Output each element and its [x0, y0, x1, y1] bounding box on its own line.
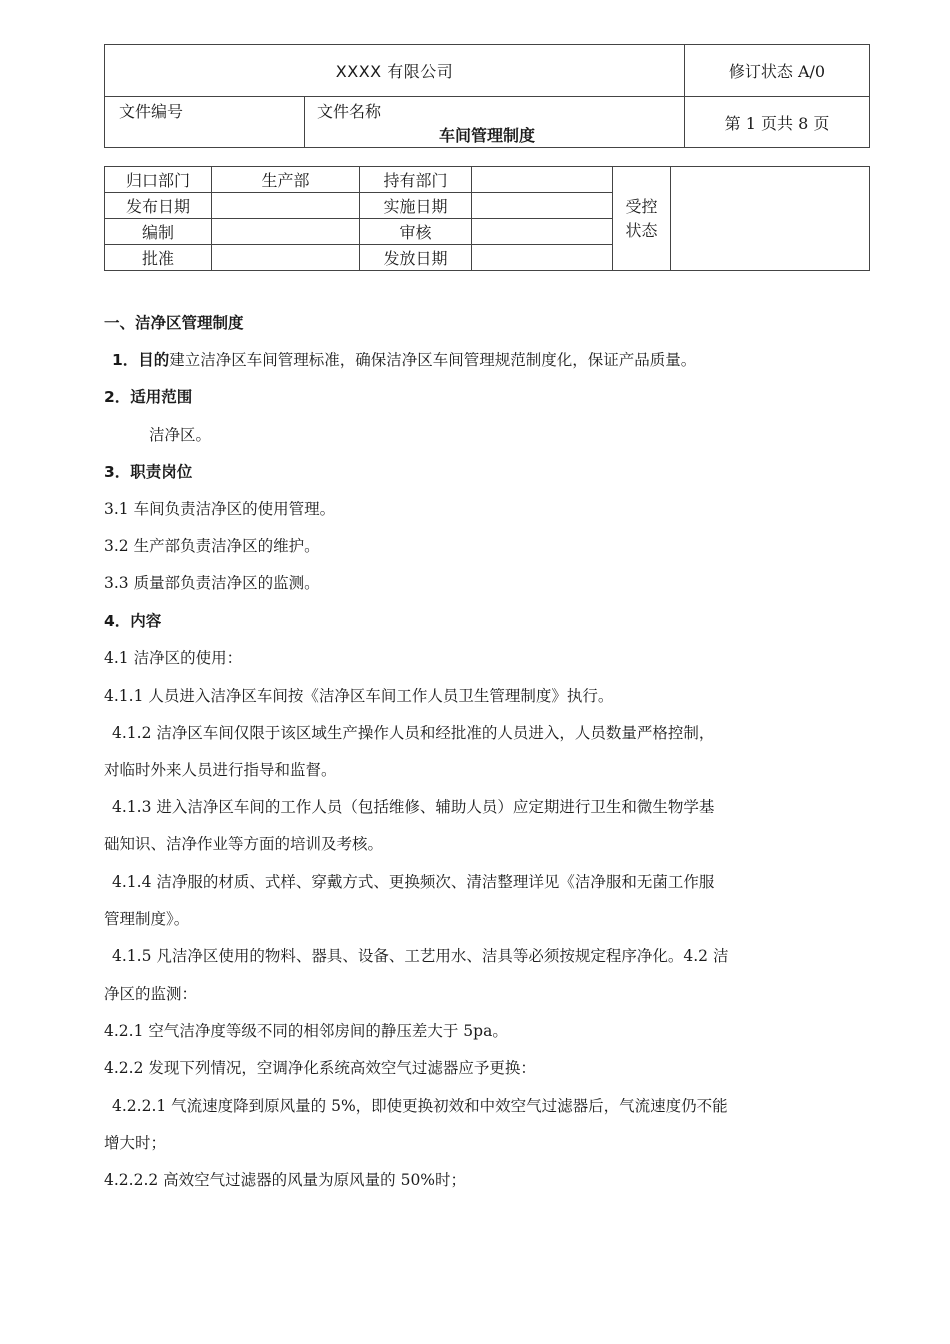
approve-value: [212, 245, 360, 271]
impl-date-label: 实施日期: [360, 193, 472, 219]
item-4-1-4-line2: 管理制度》。: [104, 910, 190, 928]
scope-heading: 2．适用范围: [104, 388, 193, 406]
item-4-1-4-line1: 4.1.4 洁净服的材质、式样、穿戴方式、更换频次、清洁整理详见《洁净服和无菌工作服: [112, 873, 715, 891]
purpose-line: [112, 348, 696, 370]
item-4-2-2-1-line2: 增大时；: [104, 1134, 167, 1152]
page-indicator: 第 1 页共 8 页: [685, 97, 870, 148]
revision-status: 修订状态 A/0: [685, 45, 870, 97]
item-4-2-2-1-line1: 4.2.2.1 气流速度降到原风量的 5%，即使更换初效和中效空气过滤器后，气流速度仍不能: [112, 1097, 728, 1115]
author-value: [212, 219, 360, 245]
doc-number-label: 文件编号: [119, 102, 184, 121]
duty-3-2: 3.2 生产部负责洁净区的维护。: [104, 537, 320, 555]
dept-label: 归口部门: [105, 167, 212, 193]
document-header-table: [104, 44, 870, 148]
document-info-table: [104, 166, 870, 271]
control-label-line1: 受控: [625, 196, 658, 216]
issue-date-value: [472, 245, 613, 271]
item-4-1-3-line2: 础知识、洁净作业等方面的培训及考核。: [104, 835, 384, 853]
content-heading: 4．内容: [104, 612, 162, 630]
item-4-1-2-line2: 对临时外来人员进行指导和监督。: [104, 761, 337, 779]
scope-text: 洁净区。: [149, 426, 212, 444]
item-4-1-1: 4.1.1 人员进入洁净区车间按《洁净区车间工作人员卫生管理制度》执行。: [104, 687, 614, 705]
purpose-heading: 1．目的: [112, 351, 170, 369]
item-4-2-2-2: 4.2.2.2 高效空气过滤器的风量为原风量的 50%时；: [104, 1171, 467, 1189]
review-value: [472, 219, 613, 245]
control-status-value: [671, 167, 870, 271]
holder-label: 持有部门: [360, 167, 472, 193]
dept-value: 生产部: [212, 167, 360, 193]
review-label: 审核: [360, 219, 472, 245]
approve-label: 批准: [105, 245, 212, 271]
doc-number-cell: [105, 97, 305, 148]
release-date-label: 发布日期: [105, 193, 212, 219]
item-4-1-2-line1: 4.1.2 洁净区车间仅限于该区域生产操作人员和经批准的人员进入，人员数量严格控制，: [112, 724, 715, 742]
duty-3-1: 3.1 车间负责洁净区的使用管理。: [104, 500, 336, 518]
control-status-label: [613, 167, 671, 271]
release-date-value: [212, 193, 360, 219]
duty-3-3: 3.3 质量部负责洁净区的监测。: [104, 574, 320, 592]
item-4-1-5-line1: 4.1.5 凡洁净区使用的物料、器具、设备、工艺用水、洁具等必须按规定程序净化。4.2 洁: [112, 947, 729, 965]
item-4-1-5-line2: 净区的监测：: [104, 985, 198, 1003]
section-title: 一、洁净区管理制度: [104, 314, 244, 332]
doc-name-value: 车间管理制度: [439, 126, 536, 145]
control-label-line2: 状态: [625, 220, 658, 240]
author-label: 编制: [105, 219, 212, 245]
duties-heading: 3．职责岗位: [104, 463, 193, 481]
impl-date-value: [472, 193, 613, 219]
item-4-2-2: 4.2.2 发现下列情况，空调净化系统高效空气过滤器应予更换：: [104, 1059, 536, 1077]
holder-value: [472, 167, 613, 193]
company-name: XXXX 有限公司: [105, 45, 685, 97]
purpose-text: 建立洁净区车间管理标准，确保洁净区车间管理规范制度化，保证产品质量。: [169, 351, 697, 369]
item-4-2-1: 4.2.1 空气洁净度等级不同的相邻房间的静压差大于 5pa。: [104, 1022, 508, 1040]
item-4-1: 4.1 洁净区的使用：: [104, 649, 243, 667]
item-4-1-3-line1: 4.1.3 进入洁净区车间的工作人员（包括维修、辅助人员）应定期进行卫生和微生物学基: [112, 798, 715, 816]
doc-name-label: 文件名称: [317, 102, 382, 121]
doc-name-cell: [305, 97, 685, 148]
issue-date-label: 发放日期: [360, 245, 472, 271]
